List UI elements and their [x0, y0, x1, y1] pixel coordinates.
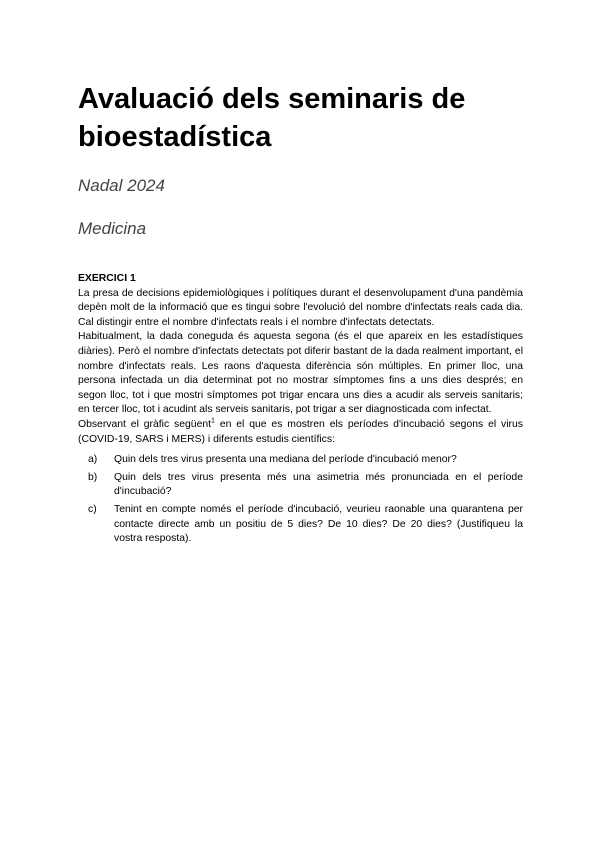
document-date: Nadal 2024: [78, 176, 165, 195]
question-list: [78, 453, 523, 547]
question-text: Tenint en compte només el període d'incubació, veurieu raonable una quarantena per contacte directe amb un positiu de 5 dies? De 10 dies? De 20 dies? (Justifiqueu la vostra resposta).: [114, 503, 523, 545]
question-text: Quin dels tres virus presenta una mediana del període d'incubació menor?: [114, 454, 457, 466]
question-text: Quin dels tres virus presenta més una asimetria més pronunciada en el període d'incubació?: [114, 471, 523, 498]
exercise-paragraph-2: Habitualment, la dada coneguda és aquesta segona (és el que apareix en les estadístiques diàries). Però el nombre d'infectats detectats pot diferir bastant de la dada realment important, el nombre d'infectats reals. Les raons d'aquesta diferència són múltiples. En primer lloc, una persona infectada un dia determinat pot no mostrar símptomes fins a uns dies després; en segon lloc, tot i que mostri símptomes pot trigar encara uns dies a acudir als serveis sanitaris; en tercer lloc, tot i acudint als serveis sanitaris, pot trigar a ser diagnosticada com infectat.: [78, 331, 523, 416]
document-faculty: Medicina: [78, 219, 147, 238]
question-item-c: [78, 503, 523, 547]
question-marker: a): [88, 454, 98, 466]
document-title: Avaluació dels seminaris de bioestadística: [78, 83, 466, 153]
exercise-intro: [78, 418, 523, 447]
exercise-intro-start: Observant el gràfic següent: [78, 418, 212, 430]
exercise-section: [78, 272, 523, 550]
question-marker: b): [88, 471, 98, 483]
exercise-heading: EXERCICI 1: [78, 273, 136, 284]
question-marker: c): [88, 503, 97, 515]
question-item-b: [78, 471, 523, 500]
footnote-mark[interactable]: 1: [211, 417, 215, 425]
exercise-intro-end: en el que es mostren els períodes d'incubació segons el virus (COVID-19, SARS i MERS) i diferents estudis científics:: [78, 418, 523, 445]
question-item-a: [78, 453, 523, 468]
exercise-paragraph-1: La presa de decisions epidemiològiques i polítiques durant el desenvolupament d'una pandèmia depèn molt de la informació que es tingui sobre l'evolució del nombre d'infectats reals cada dia. Cal distingir entre el nombre d'infectats reals i el nombre d'infectats detectats.: [78, 287, 523, 328]
